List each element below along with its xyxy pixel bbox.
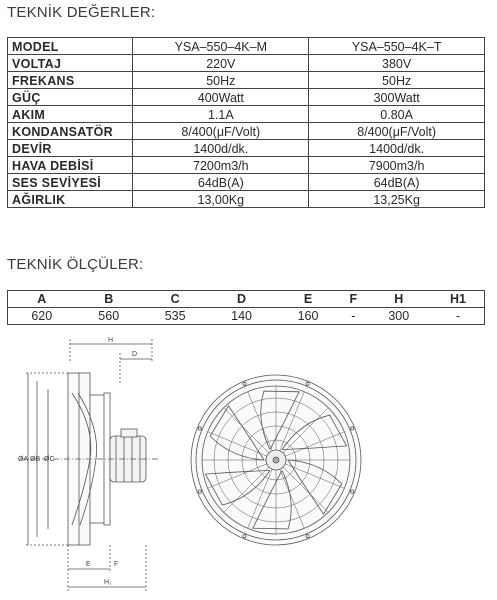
dimension-value: 560 [76, 308, 142, 325]
spec-row [8, 89, 485, 106]
dimension-header: H1 [432, 291, 485, 308]
spec-value-m: 220V [133, 55, 309, 72]
spec-value-m: YSA–550–4K–M [133, 38, 309, 55]
section-title-technical-dimensions: TEKNİK ÖLÇÜLER: [7, 256, 144, 273]
spec-value-t: 380V [309, 55, 485, 72]
label-d: D [132, 351, 138, 358]
spec-label: HAVA DEBİSİ [8, 157, 133, 174]
side-view-drawing [20, 339, 160, 591]
spec-value-t: 13,25Kg [309, 191, 485, 208]
dimension-header: A [8, 291, 76, 308]
spec-value-t: 50Hz [309, 72, 485, 89]
spec-label: SES SEVİYESİ [8, 174, 133, 191]
spec-label: AKIM [8, 106, 133, 123]
spec-row [8, 55, 485, 72]
spec-value-t: 0.80A [309, 106, 485, 123]
dimension-header: E [275, 291, 341, 308]
dimension-header: D [208, 291, 274, 308]
label-b: ØB [30, 456, 41, 463]
spec-row [8, 157, 485, 174]
dimension-value: 160 [275, 308, 341, 325]
spec-value-m: 7200m3/h [133, 157, 309, 174]
spec-value-t: YSA–550–4K–T [309, 38, 485, 55]
spec-row [8, 106, 485, 123]
spec-label: GÜÇ [8, 89, 133, 106]
spec-value-m: 64dB(A) [133, 174, 309, 191]
spec-value-m: 400Watt [133, 89, 309, 106]
spec-value-m: 1.1A [133, 106, 309, 123]
label-a: ØA [18, 456, 29, 463]
fan-technical-drawing [0, 333, 497, 600]
spec-label: MODEL [8, 38, 133, 55]
spec-value-m: 50Hz [133, 72, 309, 89]
spec-row [8, 123, 485, 140]
spec-value-t: 1400d/dk. [309, 140, 485, 157]
label-e: E [86, 561, 91, 568]
spec-label: DEVİR [8, 140, 133, 157]
dimension-value: - [341, 308, 365, 325]
section-title-technical-values: TEKNİK DEĞERLER: [7, 4, 156, 21]
spec-label: FREKANS [8, 72, 133, 89]
dimension-header: B [76, 291, 142, 308]
spec-row [8, 72, 485, 89]
spec-row [8, 191, 485, 208]
spec-label: KONDANSATÖR [8, 123, 133, 140]
spec-label: AĞIRLIK [8, 191, 133, 208]
label-h1: H₁ [104, 579, 112, 586]
spec-row [8, 174, 485, 191]
dimension-value: 535 [142, 308, 208, 325]
spec-label: VOLTAJ [8, 55, 133, 72]
spec-value-m: 13,00Kg [133, 191, 309, 208]
label-f: F [114, 561, 119, 568]
dimension-header: H [366, 291, 432, 308]
dimension-value: 300 [366, 308, 432, 325]
front-view-drawing [191, 375, 361, 545]
spec-value-t: 300Watt [309, 89, 485, 106]
spec-value-t: 8/400(μF/Volt) [309, 123, 485, 140]
label-h: H [108, 337, 114, 344]
spec-row [8, 140, 485, 157]
spec-value-m: 1400d/dk. [133, 140, 309, 157]
spec-value-m: 8/400(μF/Volt) [133, 123, 309, 140]
spec-value-t: 7900m3/h [309, 157, 485, 174]
dimension-header: C [142, 291, 208, 308]
technical-dimensions-table [7, 290, 485, 325]
dimension-value: 620 [8, 308, 76, 325]
spec-row [8, 38, 485, 55]
dimensions-value-row [8, 308, 485, 325]
dimension-value: 140 [208, 308, 274, 325]
dimension-value: - [432, 308, 485, 325]
dimensions-header-row [8, 291, 485, 308]
technical-values-table [7, 37, 485, 208]
dimension-header: F [341, 291, 365, 308]
label-c: ØC [44, 456, 55, 463]
spec-value-t: 64dB(A) [309, 174, 485, 191]
